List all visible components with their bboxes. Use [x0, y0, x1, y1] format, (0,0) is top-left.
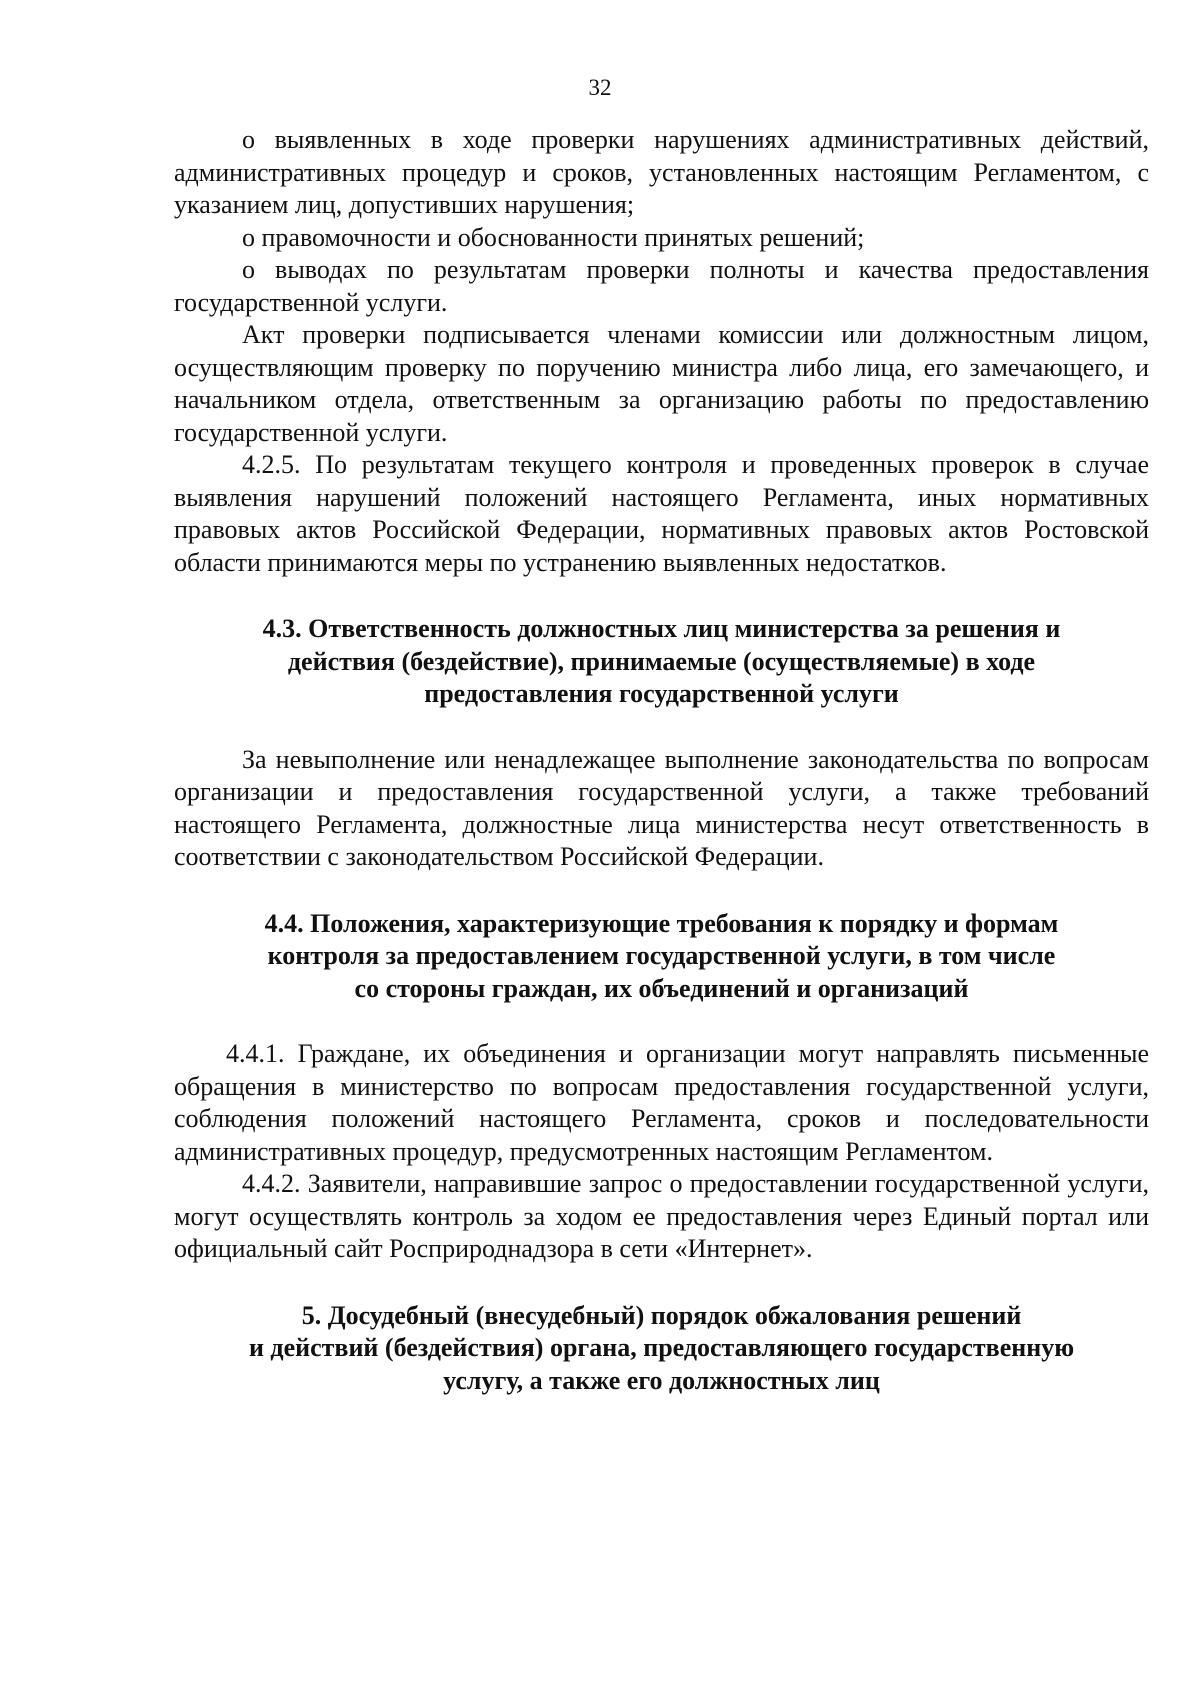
paragraph-4-4-1: 4.4.1. Граждане, их объединения и организации могут направлять письменные обращения в министерство по вопросам предоставления государственной услуги, соблюдения положений настоящего Регламента, сроков и последовательности административных процедур, предусмотренных настоящим Регламентом.	[174, 1039, 1149, 1166]
heading-line: и действий (бездействия) органа, предоставляющего государственную	[248, 1333, 1075, 1362]
paragraph-inspection-act: Акт проверки подписывается членами комиссии или должностным лицом, осуществляющим проверку по поручению министра либо лица, его замечающего, и начальником отдела, ответственным за организацию работы по предоставлению государственной услуги.	[174, 320, 1149, 447]
heading-line: действия (бездействие), принимаемые (осуществляемые) в ходе	[287, 646, 1036, 676]
heading-line: услугу, а также его должностных лиц	[443, 1365, 880, 1395]
heading-line: предоставления государственной услуги	[424, 679, 899, 708]
paragraph-conclusions: о выводах по результатам проверки полноты и качества предоставления государственной услуги.	[174, 255, 1149, 317]
page-content	[174, 124, 1149, 1397]
heading-line: 4.4. Положения, характеризующие требования к порядку и формам	[264, 908, 1059, 938]
heading-line: 4.3. Ответственность должностных лиц министерства за решения и	[262, 614, 1061, 643]
section-heading-5	[174, 1300, 1149, 1398]
paragraph-responsibility: За невыполнение или ненадлежащее выполнение законодательства по вопросам организации и предоставления государственной услуги, а также требований настоящего Регламента, должностные лица министерства несут ответственность в соответствии с законодательством Российской Федерации.	[174, 744, 1149, 871]
paragraph-violations: о выявленных в ходе проверки нарушениях административных действий, административных процедур и сроков, установленных настоящим Регламентом, с указанием лиц, допустивших нарушения;	[174, 125, 1149, 219]
section-heading-4-4	[174, 908, 1149, 1006]
heading-line: 5. Досудебный (внесудебный) порядок обжалования решений	[301, 1300, 1022, 1330]
paragraph-4-4-2: 4.4.2. Заявители, направившие запрос о предоставлении государственной услуги, могут осуществлять контроль за ходом ее предоставления через Единый портал или официальный сайт Росприроднадзора в сети «Интернет».	[174, 1169, 1149, 1263]
heading-line: контроля за предоставлением государственной услуги, в том числе	[267, 941, 1056, 970]
heading-line: со стороны граждан, их объединений и организаций	[354, 973, 969, 1003]
paragraph-legitimacy: о правомочности и обоснованности принятых решений;	[242, 222, 865, 252]
page-number: 32	[588, 75, 612, 100]
paragraph-4-2-5: 4.2.5. По результатам текущего контроля и проведенных проверок в случае выявления нарушений положений настоящего Регламента, иных нормативных правовых актов Российской Федерации, нормативных правовых актов Ростовской области принимаются меры по устранению выявленных недостатков.	[174, 450, 1149, 577]
section-heading-4-3	[174, 613, 1149, 711]
